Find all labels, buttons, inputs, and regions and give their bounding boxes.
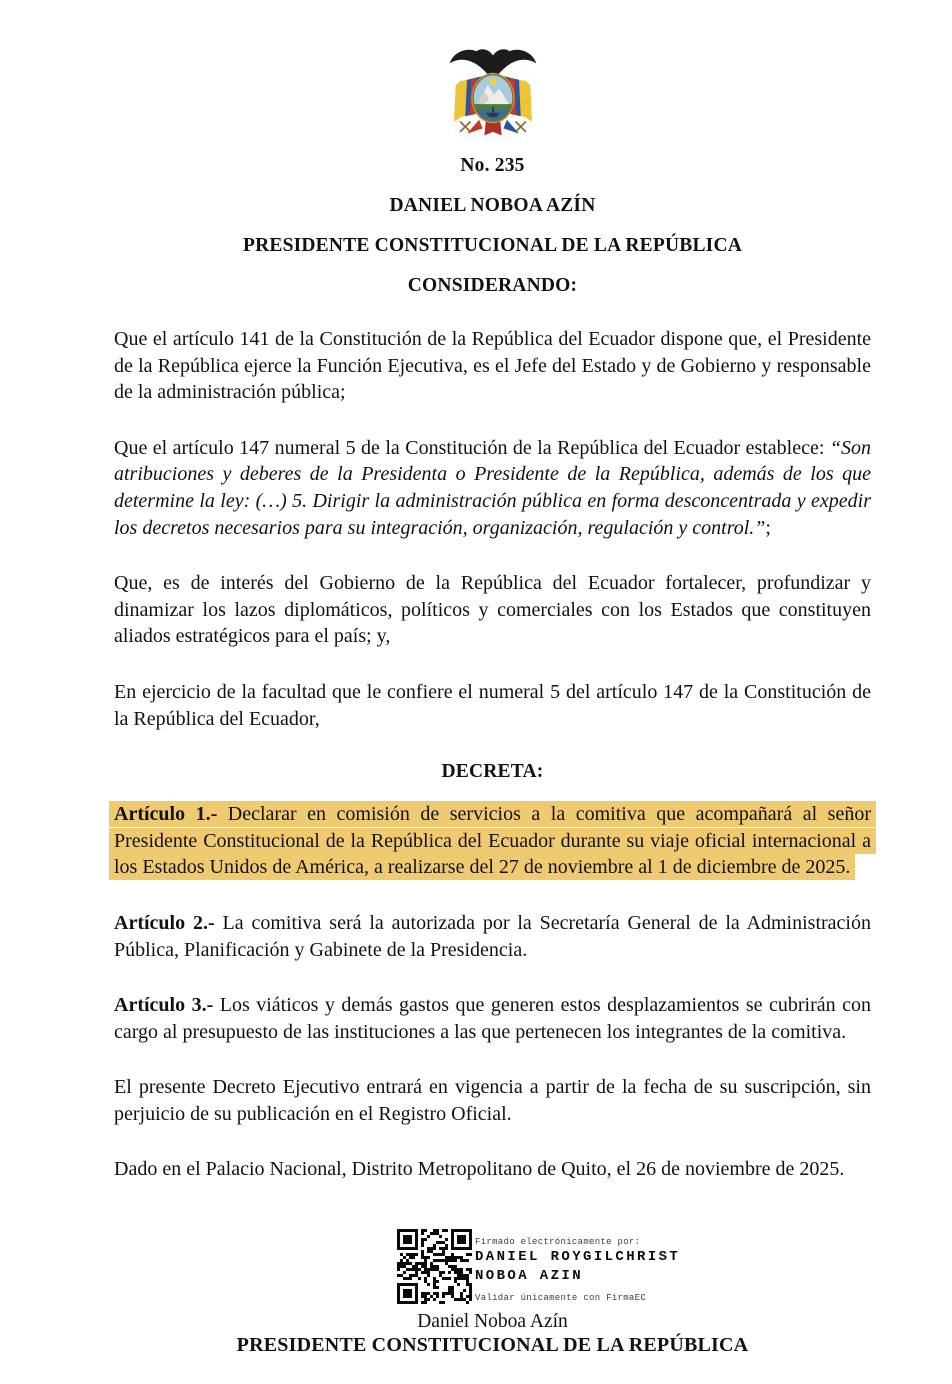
signer-name-line1: DANIEL ROYGILCHRIST [475,1249,681,1266]
issued-paragraph: Dado en el Palacio Nacional, Distrito Metropolitano de Quito, el 26 de noviembre de 2025. [114,1158,845,1181]
president-title-heading: PRESIDENTE CONSTITUCIONAL DE LA REPÚBLICA [242,235,743,256]
article-2-body: La comitiva será la autorizada por la Secretaría General de la Administración Pública, Planificación y Gabinete de la Presidencia. [114,911,871,961]
recital-2-quote: “Son atribuciones y deberes de la Presidenta o Presidente de la República, además de los que determine la ley: (…) 5. Dirigir la administración pública en forma desconcentrada y expedir los decretos necesarios para su integración, organización, regulación y control.” [114,436,871,539]
recital-2-tail: ; [765,516,771,539]
article-3-label: Artículo 3.- [114,994,214,1017]
recital-1: Que el artículo 141 de la Constitución de la República del Ecuador dispone que, el Presidente de la República ejerce la Función Ejecutiva, es el Jefe del Estado y de Gobierno y responsable de la administración pública; [114,328,871,404]
printed-signer-title: PRESIDENTE CONSTITUCIONAL DE LA REPÚBLICA [236,1334,749,1357]
emblem-container [114,45,871,139]
article-1-highlight [109,801,876,880]
electronic-signature-stamp [397,1229,871,1304]
recital-3: Que, es de interés del Gobierno de la República del Ecuador fortalecer, profundizar y dinamizar los lazos diplomáticos, políticos y comerciales con los Estados que constituyen aliados estratégicos para el país; y, [114,572,871,648]
decreta-heading: DECRETA: [441,761,544,783]
recital-2 [114,435,871,541]
considerando-heading: CONSIDERANDO: [407,275,578,296]
signature-stamp-text [475,1229,680,1304]
president-name-heading: DANIEL NOBOA AZÍN [389,195,596,216]
article-1-body: Declarar en comisión de servicios a la comitiva que acompañará al señor Presidente Constitucional de la República del Ecuador durante su viaje oficial internacional a los Estados Unidos de América, a realizarse del 27 de noviembre al 1 de diciembre de 2025. [114,803,871,879]
article-3-body: Los viáticos y demás gastos que generen estos desplazamientos se cubrirán con cargo al presupuesto de las instituciones a las que pertenecen los integrantes de la comitiva. [114,994,871,1043]
signer-name-line2: NOBOA AZIN [475,1268,584,1285]
printed-signer-name: Daniel Noboa Azín [417,1311,568,1333]
recital-2-lead: Que el artículo 147 numeral 5 de la Constitución de la República del Ecuador establece: [114,436,830,459]
qr-code-icon [397,1229,472,1304]
article-2 [114,910,871,963]
validation-note: Validar únicamente con FirmaEC [475,1293,647,1304]
ecuador-coat-of-arms-icon [441,45,545,139]
validity-paragraph: El presente Decreto Ejecutivo entrará en vigencia a partir de la fecha de su suscripción, sin perjuicio de su publicación en el Registro Oficial. [114,1076,871,1125]
article-3 [114,992,871,1045]
decree-number: No. 235 [460,155,525,176]
article-1-label: Artículo 1.- [114,803,218,826]
article-2-label: Artículo 2.- [114,911,215,934]
recital-4: En ejercicio de la facultad que le confiere el numeral 5 del artículo 147 de la Constitución de la República del Ecuador, [114,680,871,730]
article-1 [114,801,871,881]
signed-electronically-note: Firmado electrónicamente por: [475,1237,641,1248]
